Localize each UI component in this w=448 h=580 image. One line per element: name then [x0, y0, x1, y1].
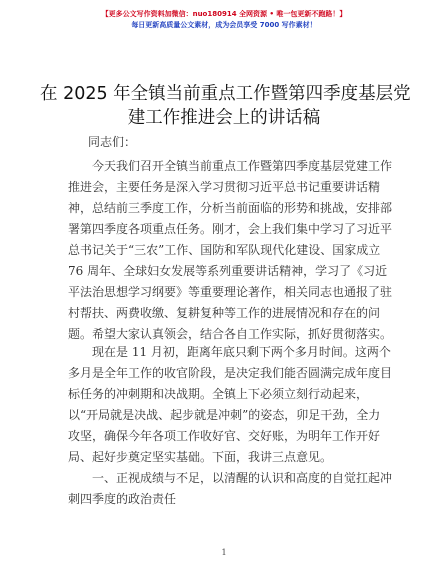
paragraph-line: 署第四季度各项重点任务。刚才，会上我们集中学习了习近平 [68, 222, 393, 236]
paragraph-line: 以“开局就是决战、起步就是冲刺”的姿态，卯足干劲，全力 [68, 408, 381, 422]
paragraph-line: 推进会，主要任务是深入学习贯彻习近平总书记重要讲话精 [68, 180, 381, 194]
title-line-1: 在 2025 年全镇当前重点工作暨第四季度基层党 [40, 84, 411, 104]
paragraph-line: 神，总结前三季度工作，分析当前面临的形势和挑战，安排部 [68, 201, 393, 215]
paragraph-line: 平法治思想学习纲要》等重要理论著作，相关同志也通报了驻 [68, 285, 393, 299]
document-title [40, 82, 411, 130]
paragraph-line: 今天我们召开全镇当前重点工作暨第四季度基层党建工作 [92, 159, 393, 173]
paragraph-line: 一、正视成绩与不足，以清醒的认识和高度的自觉扛起冲 [92, 471, 393, 485]
paragraph-line: 总书记关于“三农”工作、国防和军队现代化建设、国家成立 [68, 243, 381, 257]
paragraph-line: 76 周年、全球妇女发展等系列重要讲话精神，学习了《习近 [68, 264, 388, 278]
paragraph-line: 刺四季度的政治责任 [68, 492, 177, 506]
paragraph-line: 现在是 11 月初，距离年底只剩下两个多月时间。这两个 [92, 345, 391, 359]
salutation: 同志们： [88, 135, 137, 149]
promo-banner-line-2: 每日更新高质量公文素材，成为会员享受 7000 写作素材！ [131, 21, 317, 29]
promo-banner-line-1: 【更多公文写作资料加微信：nuo180914 全网资源 • 唯一包更新不跑路！】 [101, 10, 347, 18]
paragraph-line: 标任务的冲刺期和决战期。全镇上下必须立刻行动起来， [68, 387, 369, 401]
paragraph-timeline [68, 342, 393, 468]
paragraph-line: 局、起好步奠定坚实基础。下面，我讲三点意见。 [68, 450, 333, 464]
section-heading-1 [68, 468, 393, 510]
title-line-2: 建工作推进会上的讲话稿 [127, 108, 321, 128]
paragraph-line: 攻坚，确保今年各项工作收好官、交好账，为明年工作开好 [68, 429, 381, 443]
paragraph-line: 多月是全年工作的收官阶段，是决定我们能否圆满完成年度目 [68, 366, 393, 380]
paragraph-line: 题。希望大家认真领会，结合各自工作实际，抓好贯彻落实。 [68, 327, 393, 341]
paragraph-opening [68, 156, 393, 345]
page-number: 1 [221, 548, 227, 557]
paragraph-line: 村帮扶、两费收缴、复耕复种等工作的进展情况和存在的问 [68, 306, 381, 320]
